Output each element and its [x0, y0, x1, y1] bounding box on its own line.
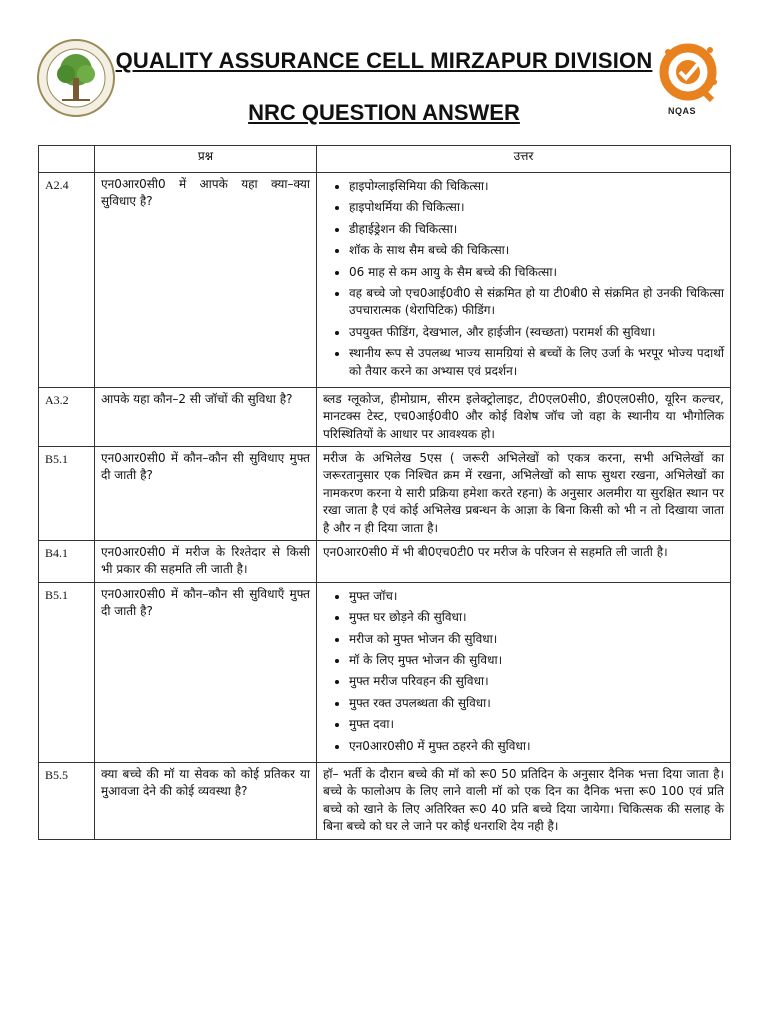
answer-item: • हाइपोथर्मिया की चिकित्सा।: [349, 199, 724, 216]
row-code: B5.1: [39, 447, 95, 541]
header-question: प्रश्न: [95, 146, 317, 173]
table-row: [39, 762, 731, 839]
answer-item: • स्थानीय रूप से उपलब्ध भाज्य सामग्रियां से बच्चों के लिए उर्जा के भरपूर भोज्य पदार्थो को तैयार करने का अभ्यास एवं प्रदर्शन।: [349, 345, 724, 380]
row-answer: [317, 582, 731, 762]
answer-item: • मुफ्त घर छोड़ने की सुविधा।: [349, 609, 724, 626]
row-code: B5.5: [39, 762, 95, 839]
table-row: [39, 387, 731, 446]
row-answer: हॉ– भर्ती के दौरान बच्चे की मॉ को रू0 50 प्रतिदिन के अनुसार दैनिक भत्ता दिया जाता है। बच्चे के फालोअप के लिए लाने वाली मॉ को एक दिन का दैनिक भत्ता रू0 100 एवं प्रति बच्चे को खाने के लिए अतिरिक्त रू0 40 प्रति बच्चे दिया जायेगा। चिकित्सक की सलाह के बिना बच्चे को घर ले जाने पर कोई धनराशि देय नही है।: [317, 762, 731, 839]
answer-list: [323, 588, 724, 755]
question-answer-table: [38, 145, 731, 840]
answer-item: • मॉ के लिए मुफ्त भोजन की सुविधा।: [349, 652, 724, 669]
nqas-logo-text: NQAS: [668, 106, 697, 116]
answer-item: • एन0आर0सी0 में मुफ्त ठहरने की सुविधा।: [349, 738, 724, 755]
answer-item: • मुफ्त दवा।: [349, 716, 724, 733]
table-row: [39, 541, 731, 583]
row-question: एन0आर0सी0 में मरीज के रिश्तेदार से किसी भी प्रकार की सहमति ली जाती है।: [95, 541, 317, 583]
row-code: A2.4: [39, 173, 95, 388]
row-question: एन0आर0सी0 में आपके यहा क्या–क्या सुविधाए है?: [95, 173, 317, 388]
row-code: B4.1: [39, 541, 95, 583]
answer-item: • मुफ्त जॉच।: [349, 588, 724, 605]
header-code: [39, 146, 95, 173]
answer-item: • वह बच्चे जो एच0आई0वी0 से संक्रमित हो या टी0बी0 से संक्रमित हो उनकी चिकित्सा उपचारात्मक (थेरापिटिक) फीडिंग।: [349, 285, 724, 320]
header-answer: उत्तर: [317, 146, 731, 173]
row-question: एन0आर0सी0 में कौन–कौन सी सुविधाए मुफ्त दी जाती है?: [95, 447, 317, 541]
row-question: एन0आर0सी0 में कौन–कौन सी सुविधाएँ मुफ्त दी जाती है?: [95, 582, 317, 762]
row-answer: मरीज के अभिलेख 5एस ( जरूरी अभिलेखों को एकत्र करना, सभी अभिलेखों का जरूरतानुसार एक निश्चित क्रम में रखना, अभिलेखों को साफ सुथरा रखना, अभिलेखों का नामकरण करना ये सारी प्रक्रिया हमेशा करते रहना) के अनुसार अलमीरा या सुरक्षित स्थान पर रखा जाता है एवं कोई अभिलेख प्रबन्धन के आज्ञा के बिना किसी को भी न तो दिखाया जाता है और न ही दिया जाता है।: [317, 447, 731, 541]
answer-item: • डीहाईड्रेशन की चिकित्सा।: [349, 221, 724, 238]
row-answer: एन0आर0सी0 में भी बी0एच0टी0 पर मरीज के परिजन से सहमति ली जाती है।: [317, 541, 731, 583]
document-subtitle: NRC QUESTION ANSWER: [248, 100, 520, 125]
answer-item: • हाइपोग्लाइसिमिया की चिकित्सा।: [349, 178, 724, 195]
answer-item: • शॉक के साथ सैम बच्चे की चिकित्सा।: [349, 242, 724, 259]
row-code: A3.2: [39, 387, 95, 446]
table-row: [39, 173, 731, 388]
answer-item: • 06 माह से कम आयु के सैम बच्चे की चिकित्सा।: [349, 264, 724, 281]
row-answer: ब्लड ग्लूकोज, हीमोग्राम, सीरम इलेक्ट्रोलाइट, टी0एल0सी0, डी0एल0सी0, यूरिन कल्चर, मानटक्स टेस्ट, एच0आई0वी0 और कोई विशेष जॉच जो वहा के स्थानीय या भौगोलिक परिस्थितियों के आधार पर आवश्यक हो।: [317, 387, 731, 446]
answer-item: • उपयुक्त फीडिंग, देखभाल, और हाईजीन (स्वच्छता) परामर्श की सुविधा।: [349, 324, 724, 341]
table-header-row: [39, 146, 731, 173]
table-row: [39, 582, 731, 762]
answer-item: • मुफ्त रक्त उपलब्धता की सुविधा।: [349, 695, 724, 712]
row-answer: [317, 173, 731, 388]
table-row: [39, 447, 731, 541]
document-title: QUALITY ASSURANCE CELL MIRZAPUR DIVISION: [115, 48, 653, 73]
row-question: आपके यहा कौन–2 सी जॉचों की सुविधा है?: [95, 387, 317, 446]
answer-list: [323, 178, 724, 380]
answer-item: • मरीज को मुफ्त भोजन की सुविधा।: [349, 631, 724, 648]
answer-item: • मुफ्त मरीज परिवहन की सुविधा।: [349, 673, 724, 690]
row-code: B5.1: [39, 582, 95, 762]
row-question: क्या बच्चे की मॉ या सेवक को कोई प्रतिकर या मुआवजा देने की कोई व्यवस्था है?: [95, 762, 317, 839]
